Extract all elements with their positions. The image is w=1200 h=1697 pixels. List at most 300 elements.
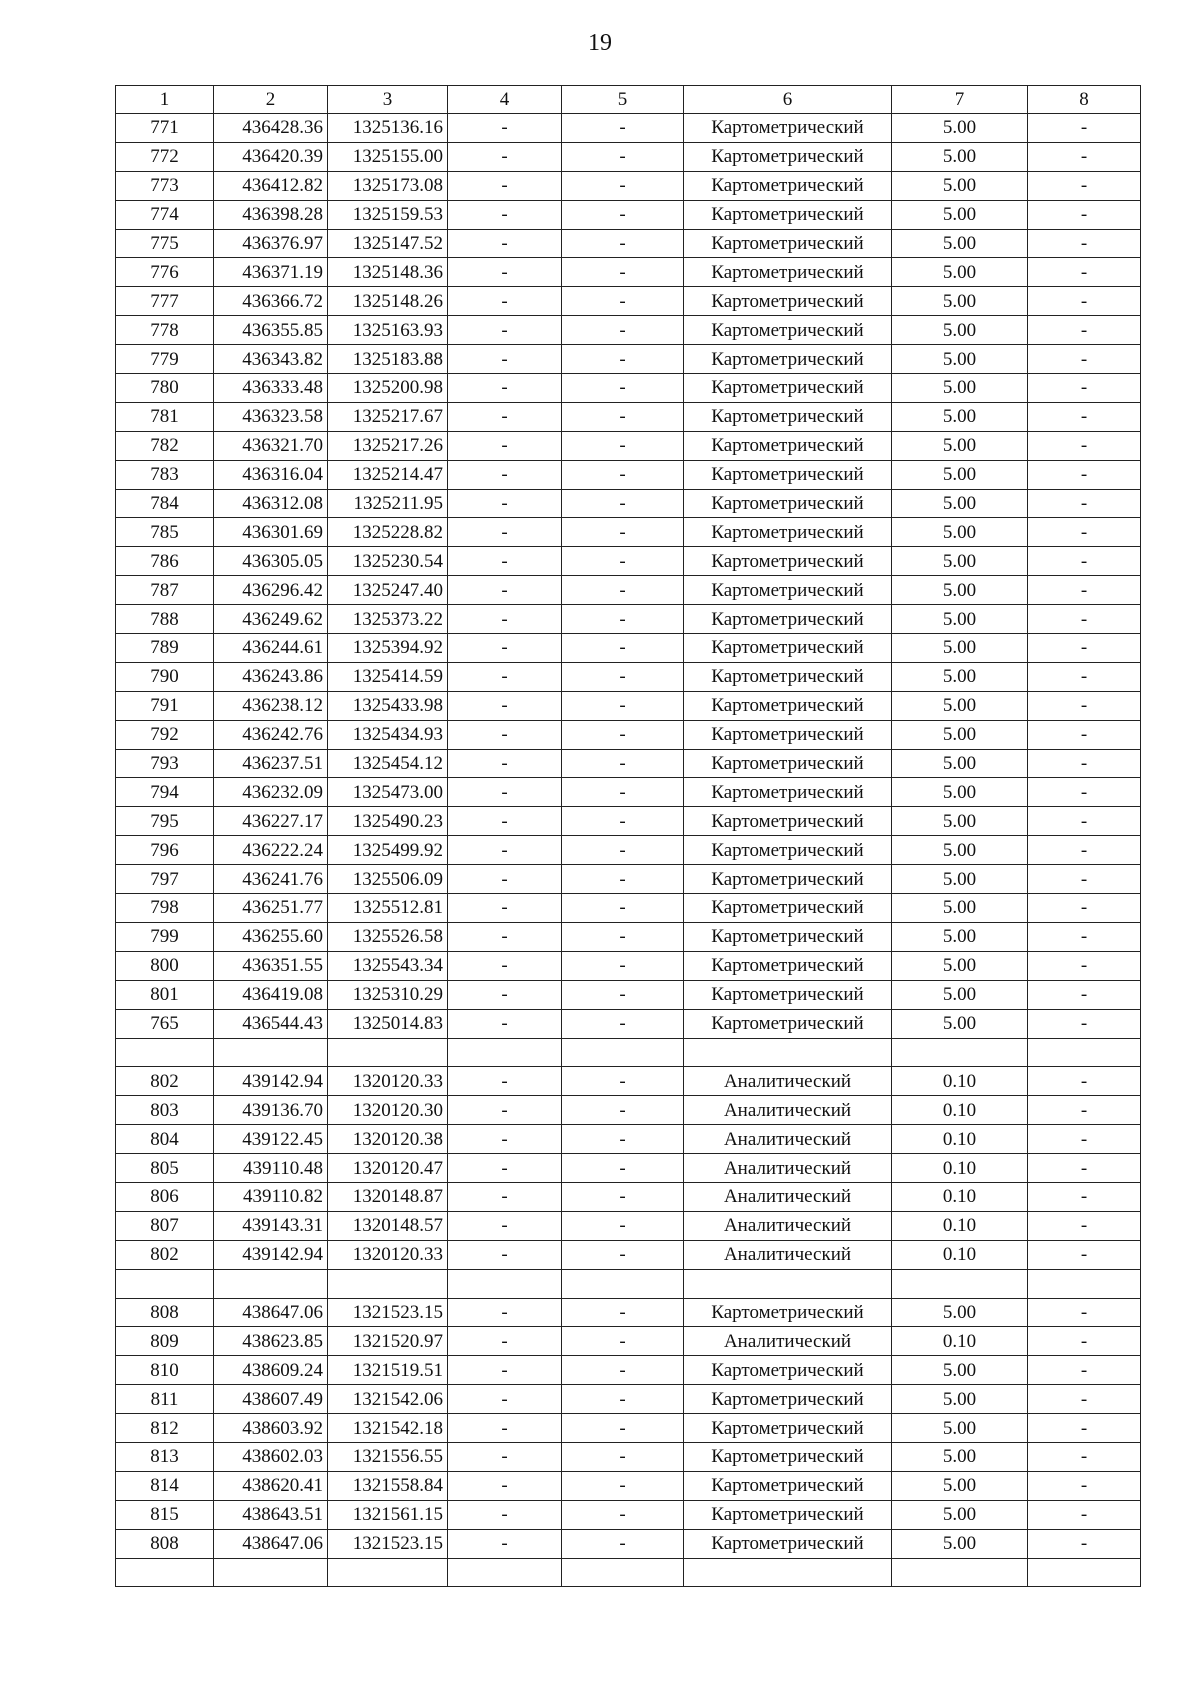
cell-coord-y: 1325163.93 — [328, 316, 448, 345]
cell-point-number: 812 — [116, 1414, 214, 1443]
cell-accuracy: 5.00 — [892, 171, 1028, 200]
cell-method: Картометрический — [684, 1471, 892, 1500]
cell-coord-y: 1325512.81 — [328, 894, 448, 923]
cell-accuracy: 5.00 — [892, 865, 1028, 894]
cell-accuracy: 5.00 — [892, 1414, 1028, 1443]
cell-point-number — [116, 1558, 214, 1587]
cell-col-4: - — [448, 489, 562, 518]
table-row — [116, 1500, 1141, 1529]
cell-col-5: - — [562, 258, 684, 287]
cell-col-4: - — [448, 1471, 562, 1500]
cell-col-4: - — [448, 1125, 562, 1154]
cell-coord-y: 1321556.55 — [328, 1442, 448, 1471]
table-row — [116, 1154, 1141, 1183]
cell-coord-y: 1325499.92 — [328, 836, 448, 865]
cell-coord-x: 436355.85 — [214, 316, 328, 345]
cell-col-8: - — [1028, 431, 1141, 460]
table-row — [116, 1211, 1141, 1240]
cell-accuracy: 5.00 — [892, 374, 1028, 403]
cell-accuracy: 5.00 — [892, 316, 1028, 345]
cell-col-5: - — [562, 1182, 684, 1211]
cell-method: Картометрический — [684, 662, 892, 691]
cell-coord-y: 1325454.12 — [328, 749, 448, 778]
cell-col-5: - — [562, 489, 684, 518]
cell-method: Картометрический — [684, 489, 892, 518]
table-row — [116, 1327, 1141, 1356]
cell-col-4 — [448, 1269, 562, 1298]
cell-col-4: - — [448, 200, 562, 229]
cell-col-4: - — [448, 460, 562, 489]
cell-col-8: - — [1028, 980, 1141, 1009]
cell-method: Картометрический — [684, 576, 892, 605]
cell-col-5: - — [562, 171, 684, 200]
cell-accuracy: 5.00 — [892, 200, 1028, 229]
cell-col-4: - — [448, 142, 562, 171]
cell-col-5: - — [562, 1356, 684, 1385]
cell-point-number: 808 — [116, 1529, 214, 1558]
cell-coord-x: 436305.05 — [214, 547, 328, 576]
cell-col-5: - — [562, 951, 684, 980]
cell-col-8: - — [1028, 1471, 1141, 1500]
cell-col-8: - — [1028, 547, 1141, 576]
cell-accuracy: 0.10 — [892, 1327, 1028, 1356]
cell-coord-y: 1325506.09 — [328, 865, 448, 894]
cell-col-8: - — [1028, 316, 1141, 345]
cell-col-8: - — [1028, 1009, 1141, 1038]
cell-col-5: - — [562, 605, 684, 634]
cell-accuracy: 5.00 — [892, 547, 1028, 576]
table-row — [116, 229, 1141, 258]
cell-coord-y: 1325136.16 — [328, 114, 448, 143]
cell-coord-x: 436419.08 — [214, 980, 328, 1009]
table-row — [116, 1298, 1141, 1327]
cell-point-number: 774 — [116, 200, 214, 229]
cell-coord-x — [214, 1269, 328, 1298]
cell-method — [684, 1558, 892, 1587]
table-row — [116, 258, 1141, 287]
cell-col-4: - — [448, 1298, 562, 1327]
cell-coord-x: 436351.55 — [214, 951, 328, 980]
cell-col-5: - — [562, 662, 684, 691]
cell-method: Картометрический — [684, 460, 892, 489]
cell-accuracy: 5.00 — [892, 1471, 1028, 1500]
cell-coord-x: 436251.77 — [214, 894, 328, 923]
cell-point-number: 808 — [116, 1298, 214, 1327]
cell-point-number: 776 — [116, 258, 214, 287]
cell-method: Картометрический — [684, 258, 892, 287]
cell-method: Картометрический — [684, 634, 892, 663]
cell-method: Аналитический — [684, 1067, 892, 1096]
cell-col-4: - — [448, 1442, 562, 1471]
cell-coord-x: 438647.06 — [214, 1298, 328, 1327]
cell-coord-y: 1325211.95 — [328, 489, 448, 518]
cell-col-4: - — [448, 1096, 562, 1125]
cell-accuracy: 5.00 — [892, 345, 1028, 374]
header-cell-6: 6 — [684, 86, 892, 114]
cell-col-8: - — [1028, 1067, 1141, 1096]
cell-coord-y: 1321561.15 — [328, 1500, 448, 1529]
cell-accuracy: 5.00 — [892, 749, 1028, 778]
cell-method: Картометрический — [684, 1385, 892, 1414]
cell-coord-x: 439110.82 — [214, 1182, 328, 1211]
cell-col-4: - — [448, 1500, 562, 1529]
table-row — [116, 1558, 1141, 1587]
cell-point-number: 801 — [116, 980, 214, 1009]
cell-point-number: 813 — [116, 1442, 214, 1471]
cell-col-8: - — [1028, 229, 1141, 258]
cell-coord-y: 1325147.52 — [328, 229, 448, 258]
cell-point-number: 786 — [116, 547, 214, 576]
cell-method: Картометрический — [684, 865, 892, 894]
table-row — [116, 142, 1141, 171]
cell-col-8: - — [1028, 402, 1141, 431]
cell-coord-y: 1325173.08 — [328, 171, 448, 200]
cell-method: Картометрический — [684, 1529, 892, 1558]
cell-col-8: - — [1028, 142, 1141, 171]
cell-col-8: - — [1028, 691, 1141, 720]
cell-coord-x: 436420.39 — [214, 142, 328, 171]
cell-col-4: - — [448, 951, 562, 980]
table-body — [116, 114, 1141, 1587]
cell-col-5: - — [562, 200, 684, 229]
cell-col-4: - — [448, 576, 562, 605]
cell-col-4: - — [448, 114, 562, 143]
cell-method: Картометрический — [684, 922, 892, 951]
cell-col-5: - — [562, 865, 684, 894]
cell-point-number: 765 — [116, 1009, 214, 1038]
cell-accuracy: 0.10 — [892, 1067, 1028, 1096]
cell-method: Аналитический — [684, 1125, 892, 1154]
table-row — [116, 316, 1141, 345]
cell-point-number: 779 — [116, 345, 214, 374]
cell-coord-y: 1325200.98 — [328, 374, 448, 403]
cell-point-number: 792 — [116, 720, 214, 749]
cell-col-4: - — [448, 865, 562, 894]
cell-col-4: - — [448, 316, 562, 345]
cell-col-5: - — [562, 402, 684, 431]
cell-coord-x: 436227.17 — [214, 807, 328, 836]
cell-method: Картометрический — [684, 1442, 892, 1471]
cell-col-5: - — [562, 980, 684, 1009]
cell-col-4: - — [448, 1529, 562, 1558]
cell-col-4: - — [448, 720, 562, 749]
cell-coord-y: 1320120.47 — [328, 1154, 448, 1183]
cell-col-8: - — [1028, 1154, 1141, 1183]
cell-coord-x: 436296.42 — [214, 576, 328, 605]
cell-point-number: 773 — [116, 171, 214, 200]
cell-accuracy: 5.00 — [892, 460, 1028, 489]
table-row — [116, 547, 1141, 576]
cell-coord-x: 436398.28 — [214, 200, 328, 229]
cell-point-number: 805 — [116, 1154, 214, 1183]
cell-coord-x: 439110.48 — [214, 1154, 328, 1183]
cell-col-5: - — [562, 778, 684, 807]
cell-method: Картометрический — [684, 951, 892, 980]
cell-point-number: 796 — [116, 836, 214, 865]
table-row — [116, 114, 1141, 143]
cell-coord-x: 439143.31 — [214, 1211, 328, 1240]
cell-col-8: - — [1028, 749, 1141, 778]
cell-method: Картометрический — [684, 114, 892, 143]
cell-point-number: 789 — [116, 634, 214, 663]
cell-col-4: - — [448, 518, 562, 547]
cell-method: Картометрический — [684, 605, 892, 634]
cell-method: Картометрический — [684, 894, 892, 923]
cell-coord-y: 1320148.57 — [328, 1211, 448, 1240]
cell-coord-x: 439142.94 — [214, 1240, 328, 1269]
cell-coord-y: 1321520.97 — [328, 1327, 448, 1356]
cell-point-number: 814 — [116, 1471, 214, 1500]
cell-method: Картометрический — [684, 547, 892, 576]
header-cell-5: 5 — [562, 86, 684, 114]
cell-coord-y: 1325217.67 — [328, 402, 448, 431]
cell-coord-y: 1320120.33 — [328, 1240, 448, 1269]
cell-method: Картометрический — [684, 1356, 892, 1385]
cell-coord-y: 1321523.15 — [328, 1298, 448, 1327]
cell-method: Картометрический — [684, 229, 892, 258]
cell-col-8: - — [1028, 1125, 1141, 1154]
cell-coord-y: 1325414.59 — [328, 662, 448, 691]
cell-point-number: 772 — [116, 142, 214, 171]
cell-col-8 — [1028, 1558, 1141, 1587]
cell-coord-x: 438602.03 — [214, 1442, 328, 1471]
cell-accuracy: 5.00 — [892, 980, 1028, 1009]
page-number: 19 — [588, 30, 612, 56]
cell-col-4: - — [448, 345, 562, 374]
cell-col-4: - — [448, 749, 562, 778]
cell-col-5: - — [562, 547, 684, 576]
cell-point-number: 771 — [116, 114, 214, 143]
cell-col-4: - — [448, 980, 562, 1009]
cell-col-5: - — [562, 1414, 684, 1443]
cell-col-4: - — [448, 171, 562, 200]
cell-col-5 — [562, 1558, 684, 1587]
table-row — [116, 1529, 1141, 1558]
table-row — [116, 374, 1141, 403]
cell-coord-y: 1321542.18 — [328, 1414, 448, 1443]
cell-point-number: 777 — [116, 287, 214, 316]
cell-accuracy: 5.00 — [892, 518, 1028, 547]
cell-accuracy: 5.00 — [892, 258, 1028, 287]
cell-col-4: - — [448, 836, 562, 865]
table-row — [116, 345, 1141, 374]
cell-col-5: - — [562, 1500, 684, 1529]
cell-col-4: - — [448, 1385, 562, 1414]
cell-col-4: - — [448, 691, 562, 720]
cell-col-5: - — [562, 720, 684, 749]
cell-accuracy: 5.00 — [892, 836, 1028, 865]
cell-coord-y: 1321558.84 — [328, 1471, 448, 1500]
cell-coord-x: 436323.58 — [214, 402, 328, 431]
cell-col-5: - — [562, 287, 684, 316]
cell-coord-y: 1325373.22 — [328, 605, 448, 634]
cell-accuracy: 0.10 — [892, 1240, 1028, 1269]
cell-coord-x: 436249.62 — [214, 605, 328, 634]
table-row — [116, 1240, 1141, 1269]
cell-coord-y — [328, 1558, 448, 1587]
table-row — [116, 518, 1141, 547]
cell-coord-y: 1321523.15 — [328, 1529, 448, 1558]
cell-accuracy: 5.00 — [892, 402, 1028, 431]
cell-accuracy: 5.00 — [892, 1500, 1028, 1529]
cell-col-4 — [448, 1558, 562, 1587]
cell-method: Картометрический — [684, 287, 892, 316]
cell-col-8: - — [1028, 576, 1141, 605]
cell-col-8: - — [1028, 1211, 1141, 1240]
table-row — [116, 431, 1141, 460]
header-cell-2: 2 — [214, 86, 328, 114]
cell-col-4: - — [448, 1240, 562, 1269]
cell-col-8: - — [1028, 720, 1141, 749]
cell-col-4: - — [448, 1414, 562, 1443]
cell-col-8: - — [1028, 489, 1141, 518]
cell-coord-y: 1320120.33 — [328, 1067, 448, 1096]
cell-point-number: 807 — [116, 1211, 214, 1240]
cell-point-number: 787 — [116, 576, 214, 605]
cell-coord-y: 1321519.51 — [328, 1356, 448, 1385]
cell-col-8: - — [1028, 200, 1141, 229]
cell-accuracy: 5.00 — [892, 778, 1028, 807]
cell-col-8: - — [1028, 1356, 1141, 1385]
cell-col-8: - — [1028, 865, 1141, 894]
table-row — [116, 1038, 1141, 1067]
cell-col-8: - — [1028, 922, 1141, 951]
table-row — [116, 171, 1141, 200]
cell-col-5 — [562, 1269, 684, 1298]
cell-accuracy: 5.00 — [892, 1298, 1028, 1327]
table-row — [116, 1356, 1141, 1385]
table-row — [116, 980, 1141, 1009]
cell-coord-x: 438607.49 — [214, 1385, 328, 1414]
cell-coord-y: 1320120.30 — [328, 1096, 448, 1125]
table-row — [116, 662, 1141, 691]
cell-coord-x: 436232.09 — [214, 778, 328, 807]
cell-col-4: - — [448, 807, 562, 836]
table-row — [116, 894, 1141, 923]
cell-col-5: - — [562, 749, 684, 778]
table-row — [116, 749, 1141, 778]
cell-accuracy — [892, 1038, 1028, 1067]
cell-coord-y: 1325473.00 — [328, 778, 448, 807]
table-row — [116, 691, 1141, 720]
cell-col-4: - — [448, 662, 562, 691]
cell-col-4: - — [448, 547, 562, 576]
cell-col-5: - — [562, 229, 684, 258]
cell-point-number: 806 — [116, 1182, 214, 1211]
cell-col-5: - — [562, 431, 684, 460]
cell-method: Аналитический — [684, 1327, 892, 1356]
cell-point-number: 794 — [116, 778, 214, 807]
cell-accuracy: 5.00 — [892, 431, 1028, 460]
cell-col-5: - — [562, 1009, 684, 1038]
cell-accuracy: 0.10 — [892, 1211, 1028, 1240]
cell-method: Аналитический — [684, 1182, 892, 1211]
cell-method: Аналитический — [684, 1211, 892, 1240]
table-row — [116, 1125, 1141, 1154]
table-row — [116, 720, 1141, 749]
cell-coord-x: 438603.92 — [214, 1414, 328, 1443]
cell-method: Картометрический — [684, 691, 892, 720]
cell-accuracy: 5.00 — [892, 951, 1028, 980]
cell-point-number: 815 — [116, 1500, 214, 1529]
cell-accuracy: 5.00 — [892, 1356, 1028, 1385]
cell-coord-x: 436428.36 — [214, 114, 328, 143]
cell-col-4: - — [448, 634, 562, 663]
table-row — [116, 836, 1141, 865]
cell-method: Картометрический — [684, 749, 892, 778]
cell-col-5: - — [562, 836, 684, 865]
cell-col-8: - — [1028, 1240, 1141, 1269]
cell-point-number: 793 — [116, 749, 214, 778]
cell-accuracy: 5.00 — [892, 922, 1028, 951]
cell-col-8: - — [1028, 345, 1141, 374]
table-row — [116, 576, 1141, 605]
cell-col-8: - — [1028, 518, 1141, 547]
cell-col-5: - — [562, 1154, 684, 1183]
cell-col-5: - — [562, 807, 684, 836]
cell-method: Картометрический — [684, 316, 892, 345]
cell-col-8: - — [1028, 605, 1141, 634]
table-row — [116, 1096, 1141, 1125]
cell-coord-y: 1325310.29 — [328, 980, 448, 1009]
cell-point-number: 775 — [116, 229, 214, 258]
cell-point-number: 780 — [116, 374, 214, 403]
cell-coord-y: 1325247.40 — [328, 576, 448, 605]
cell-col-4: - — [448, 894, 562, 923]
cell-coord-x: 439136.70 — [214, 1096, 328, 1125]
cell-coord-x: 436343.82 — [214, 345, 328, 374]
cell-method: Аналитический — [684, 1154, 892, 1183]
cell-method: Аналитический — [684, 1240, 892, 1269]
cell-accuracy: 5.00 — [892, 1529, 1028, 1558]
cell-accuracy: 5.00 — [892, 576, 1028, 605]
cell-coord-y: 1325148.26 — [328, 287, 448, 316]
cell-point-number: 791 — [116, 691, 214, 720]
cell-accuracy: 5.00 — [892, 634, 1028, 663]
cell-accuracy: 5.00 — [892, 114, 1028, 143]
cell-col-4: - — [448, 1327, 562, 1356]
cell-point-number: 802 — [116, 1240, 214, 1269]
cell-coord-x: 438647.06 — [214, 1529, 328, 1558]
cell-coord-x: 436255.60 — [214, 922, 328, 951]
cell-coord-x: 436244.61 — [214, 634, 328, 663]
cell-point-number: 797 — [116, 865, 214, 894]
cell-col-8: - — [1028, 1182, 1141, 1211]
cell-method: Картометрический — [684, 402, 892, 431]
cell-col-8: - — [1028, 114, 1141, 143]
cell-method: Картометрический — [684, 1500, 892, 1529]
coordinates-table — [115, 85, 1141, 1587]
table-row — [116, 1269, 1141, 1298]
cell-method: Картометрический — [684, 171, 892, 200]
cell-col-4: - — [448, 258, 562, 287]
cell-method: Картометрический — [684, 142, 892, 171]
cell-col-8: - — [1028, 1298, 1141, 1327]
cell-col-5: - — [562, 634, 684, 663]
cell-col-8: - — [1028, 951, 1141, 980]
header-row — [116, 86, 1141, 114]
cell-coord-y: 1325526.58 — [328, 922, 448, 951]
cell-col-8: - — [1028, 807, 1141, 836]
cell-col-8: - — [1028, 778, 1141, 807]
cell-col-5: - — [562, 1529, 684, 1558]
cell-col-8 — [1028, 1269, 1141, 1298]
cell-col-8: - — [1028, 1500, 1141, 1529]
cell-point-number — [116, 1038, 214, 1067]
cell-accuracy: 5.00 — [892, 287, 1028, 316]
table-row — [116, 1414, 1141, 1443]
cell-method: Картометрический — [684, 778, 892, 807]
